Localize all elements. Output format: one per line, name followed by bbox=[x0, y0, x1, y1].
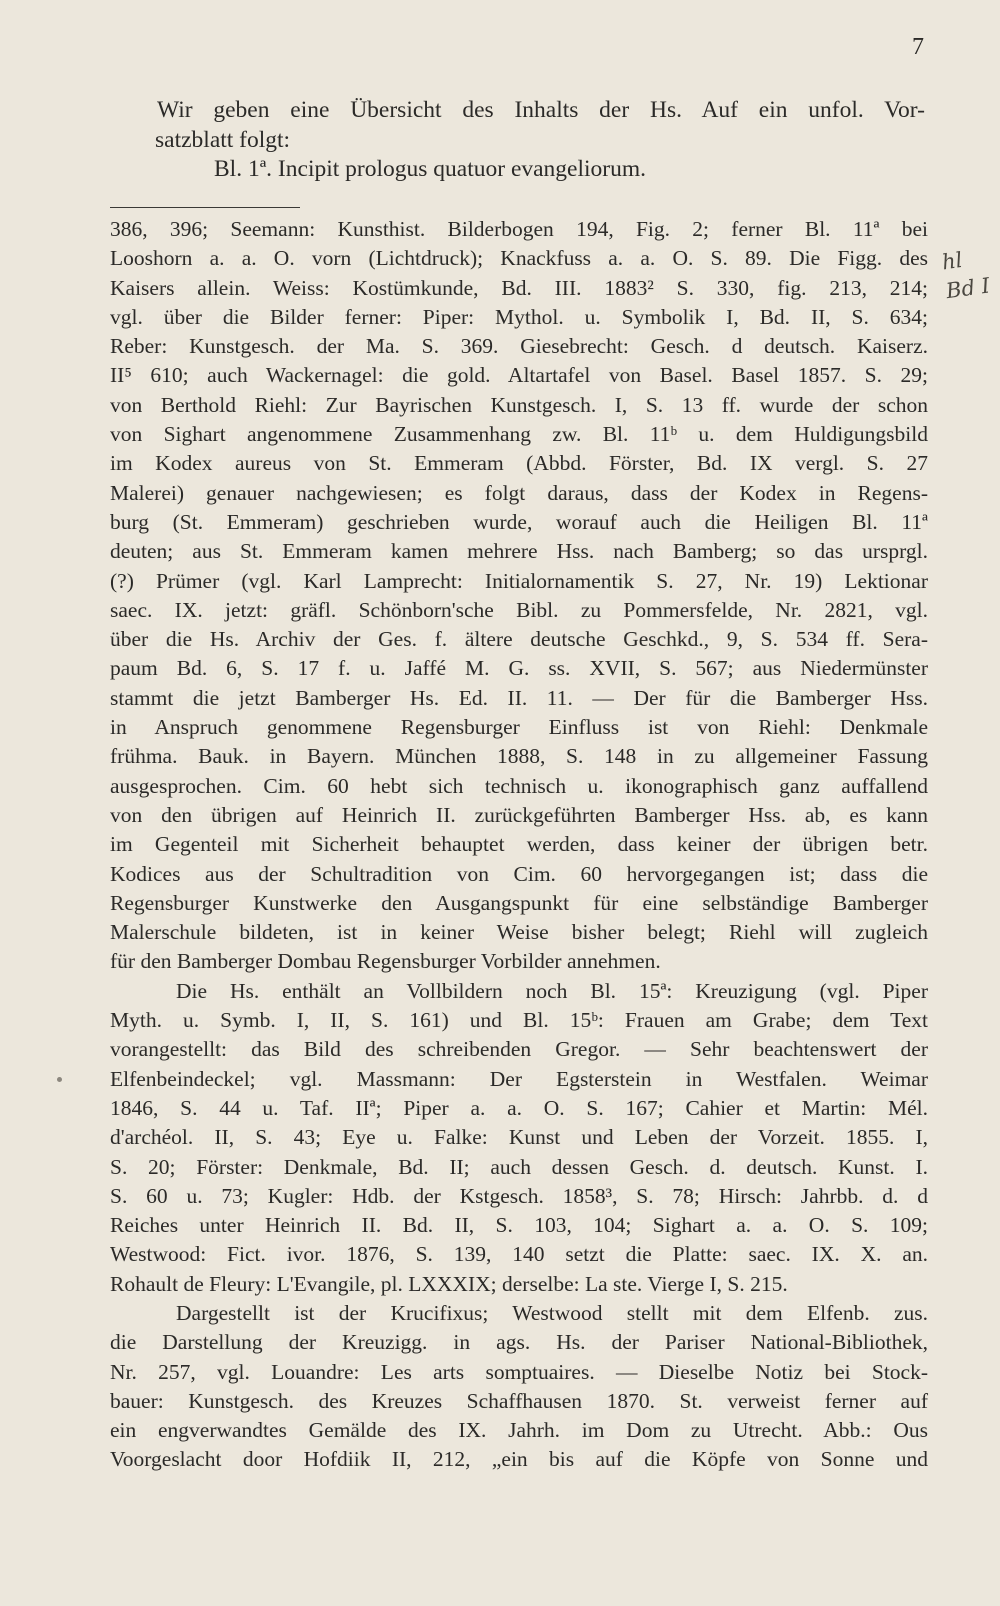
handwritten-margin-note: hl Bd I bbox=[940, 247, 992, 304]
page-number: 7 bbox=[912, 34, 924, 60]
text-line: Reiches unter Heinrich II. Bd. II, S. 103, 104; Sighart a. a. O. S. 109; bbox=[110, 1213, 928, 1238]
text-line: S. 20; Förster: Denkmale, Bd. II; auch dessen Gesch. d. deutsch. Kunst. I. bbox=[110, 1154, 928, 1179]
text-line: Nr. 257, vgl. Louandre: Les arts somptuaires. — Dieselbe Notiz bei Stock- bbox=[110, 1359, 928, 1384]
text-line: satzblatt folgt: bbox=[155, 126, 291, 153]
text-line: d'archéol. II, S. 43; Eye u. Falke: Kunst und Leben der Vorzeit. 1855. I, bbox=[110, 1125, 928, 1150]
text-line: paum Bd. 6, S. 17 f. u. Jaffé M. G. ss. XVII, S. 567; aus Niedermünster bbox=[110, 656, 928, 681]
text-line: Voorgeslacht door Hofdiik II, 212, „ein bis auf die Köpfe von Sonne und bbox=[110, 1447, 928, 1472]
footnote-text bbox=[110, 215, 928, 1475]
text-line: Bl. 1ª. Incipit prologus quatuor evangeliorum. bbox=[214, 156, 647, 182]
text-line: ausgesprochen. Cim. 60 hebt sich technisch u. ikonographisch ganz auffallend bbox=[110, 773, 928, 798]
text-line: Elfenbeindeckel; vgl. Massmann: Der Egsterstein in Westfalen. Weimar bbox=[110, 1066, 928, 1091]
text-line: von Berthold Riehl: Zur Bayrischen Kunstgesch. I, S. 13 ff. wurde der schon bbox=[110, 392, 928, 417]
text-line: 1846, S. 44 u. Taf. IIª; Piper a. a. O. S. 167; Cahier et Martin: Mél. bbox=[110, 1095, 928, 1120]
text-line: stammt die jetzt Bamberger Hs. Ed. II. 11. — Der für die Bamberger Hss. bbox=[110, 685, 928, 710]
text-line: Die Hs. enthält an Vollbildern noch Bl. 15ª: Kreuzigung (vgl. Piper bbox=[176, 978, 928, 1003]
text-line: die Darstellung der Kreuzigg. in ags. Hs. der Pariser National-Bibliothek, bbox=[110, 1330, 928, 1355]
intro-paragraph bbox=[110, 96, 925, 185]
text-line: burg (St. Emmeram) geschrieben wurde, worauf auch die Heiligen Bl. 11ª bbox=[110, 509, 928, 534]
text-line: für den Bamberger Dombau Regensburger Vorbilder annehmen. bbox=[110, 949, 661, 974]
text-line: im Kodex aureus von St. Emmeram (Abbd. Förster, Bd. IX vergl. S. 27 bbox=[110, 451, 928, 476]
text-line: über die Hs. Archiv der Ges. f. ältere deutsche Geschkd., 9, S. 534 ff. Sera- bbox=[110, 627, 928, 652]
text-line: frühma. Bauk. in Bayern. München 1888, S. 148 in zu allgemeiner Fassung bbox=[110, 744, 928, 769]
text-line: vgl. über die Bilder ferner: Piper: Mythol. u. Symbolik I, Bd. II, S. 634; bbox=[110, 304, 928, 329]
text-line: 386, 396; Seemann: Kunsthist. Bilderbogen 194, Fig. 2; ferner Bl. 11ª bei bbox=[110, 217, 928, 241]
text-line: bauer: Kunstgesch. des Kreuzes Schaffhausen 1870. St. verweist ferner auf bbox=[110, 1388, 928, 1413]
text-line: von Sighart angenommene Zusammenhang zw. Bl. 11ᵇ u. dem Huldigungsbild bbox=[110, 422, 928, 447]
text-line: saec. IX. jetzt: gräfl. Schönborn'sche Bibl. zu Pommersfelde, Nr. 2821, vgl. bbox=[110, 597, 928, 622]
text-line: Malerei) genauer nachgewiesen; es folgt daraus, dass der Kodex in Regens- bbox=[110, 480, 928, 505]
text-line: (?) Prümer (vgl. Karl Lamprecht: Initialornamentik S. 27, Nr. 19) Lektionar bbox=[110, 568, 928, 593]
text-line: deuten; aus St. Emmeram kamen mehrere Hss. nach Bamberg; so das ursprgl. bbox=[110, 539, 928, 564]
text-line: in Anspruch genommene Regensburger Einfluss ist von Riehl: Denkmale bbox=[110, 715, 928, 740]
text-line: Regensburger Kunstwerke den Ausgangspunkt für eine selbständige Bamberger bbox=[110, 890, 928, 915]
footnote-rule bbox=[110, 207, 300, 208]
text-line: Rohault de Fleury: L'Evangile, pl. LXXXIX; derselbe: La ste. Vierge I, S. 215. bbox=[110, 1271, 788, 1296]
text-line: S. 60 u. 73; Kugler: Hdb. der Kstgesch. 1858³, S. 78; Hirsch: Jahrbb. d. d bbox=[110, 1183, 928, 1208]
text-line: Dargestellt ist der Krucifixus; Westwood stellt mit dem Elfenb. zus. bbox=[176, 1300, 928, 1325]
text-line: von den übrigen auf Heinrich II. zurückgeführten Bamberger Hss. ab, es kann bbox=[110, 802, 928, 827]
text-line: Wir geben eine Übersicht des Inhalts der Hs. Auf ein unfol. Vor- bbox=[157, 97, 925, 123]
text-line: Kodices aus der Schultradition von Cim. 60 hervorgegangen ist; dass die bbox=[110, 861, 928, 886]
text-line: im Gegenteil mit Sicherheit behauptet werden, dass keiner der übrigen betr. bbox=[110, 832, 928, 857]
margin-spot bbox=[57, 1077, 62, 1082]
text-line: II⁵ 610; auch Wackernagel: die gold. Altartafel von Basel. Basel 1857. S. 29; bbox=[110, 363, 928, 388]
text-line: Looshorn a. a. O. vorn (Lichtdruck); Knackfuss a. a. O. S. 89. Die Figg. des bbox=[110, 246, 928, 271]
text-line: ein engverwandtes Gemälde des IX. Jahrh. im Dom zu Utrecht. Abb.: Ous bbox=[110, 1418, 928, 1443]
text-line: Myth. u. Symb. I, II, S. 161) und Bl. 15ᵇ: Frauen am Grabe; dem Text bbox=[110, 1008, 928, 1033]
text-line: Reber: Kunstgesch. der Ma. S. 369. Giesebrecht: Gesch. d deutsch. Kaiserz. bbox=[110, 334, 928, 359]
text-line: vorangestellt: das Bild des schreibenden Gregor. — Sehr beachtenswert der bbox=[110, 1037, 928, 1062]
text-line: Westwood: Fict. ivor. 1876, S. 139, 140 setzt die Platte: saec. IX. X. an. bbox=[110, 1242, 928, 1267]
text-line: Malerschule bildeten, ist in keiner Weise bisher belegt; Riehl will zugleich bbox=[110, 920, 928, 945]
text-line: Kaisers allein. Weiss: Kostümkunde, Bd. III. 1883² S. 330, fig. 213, 214; bbox=[110, 275, 928, 300]
